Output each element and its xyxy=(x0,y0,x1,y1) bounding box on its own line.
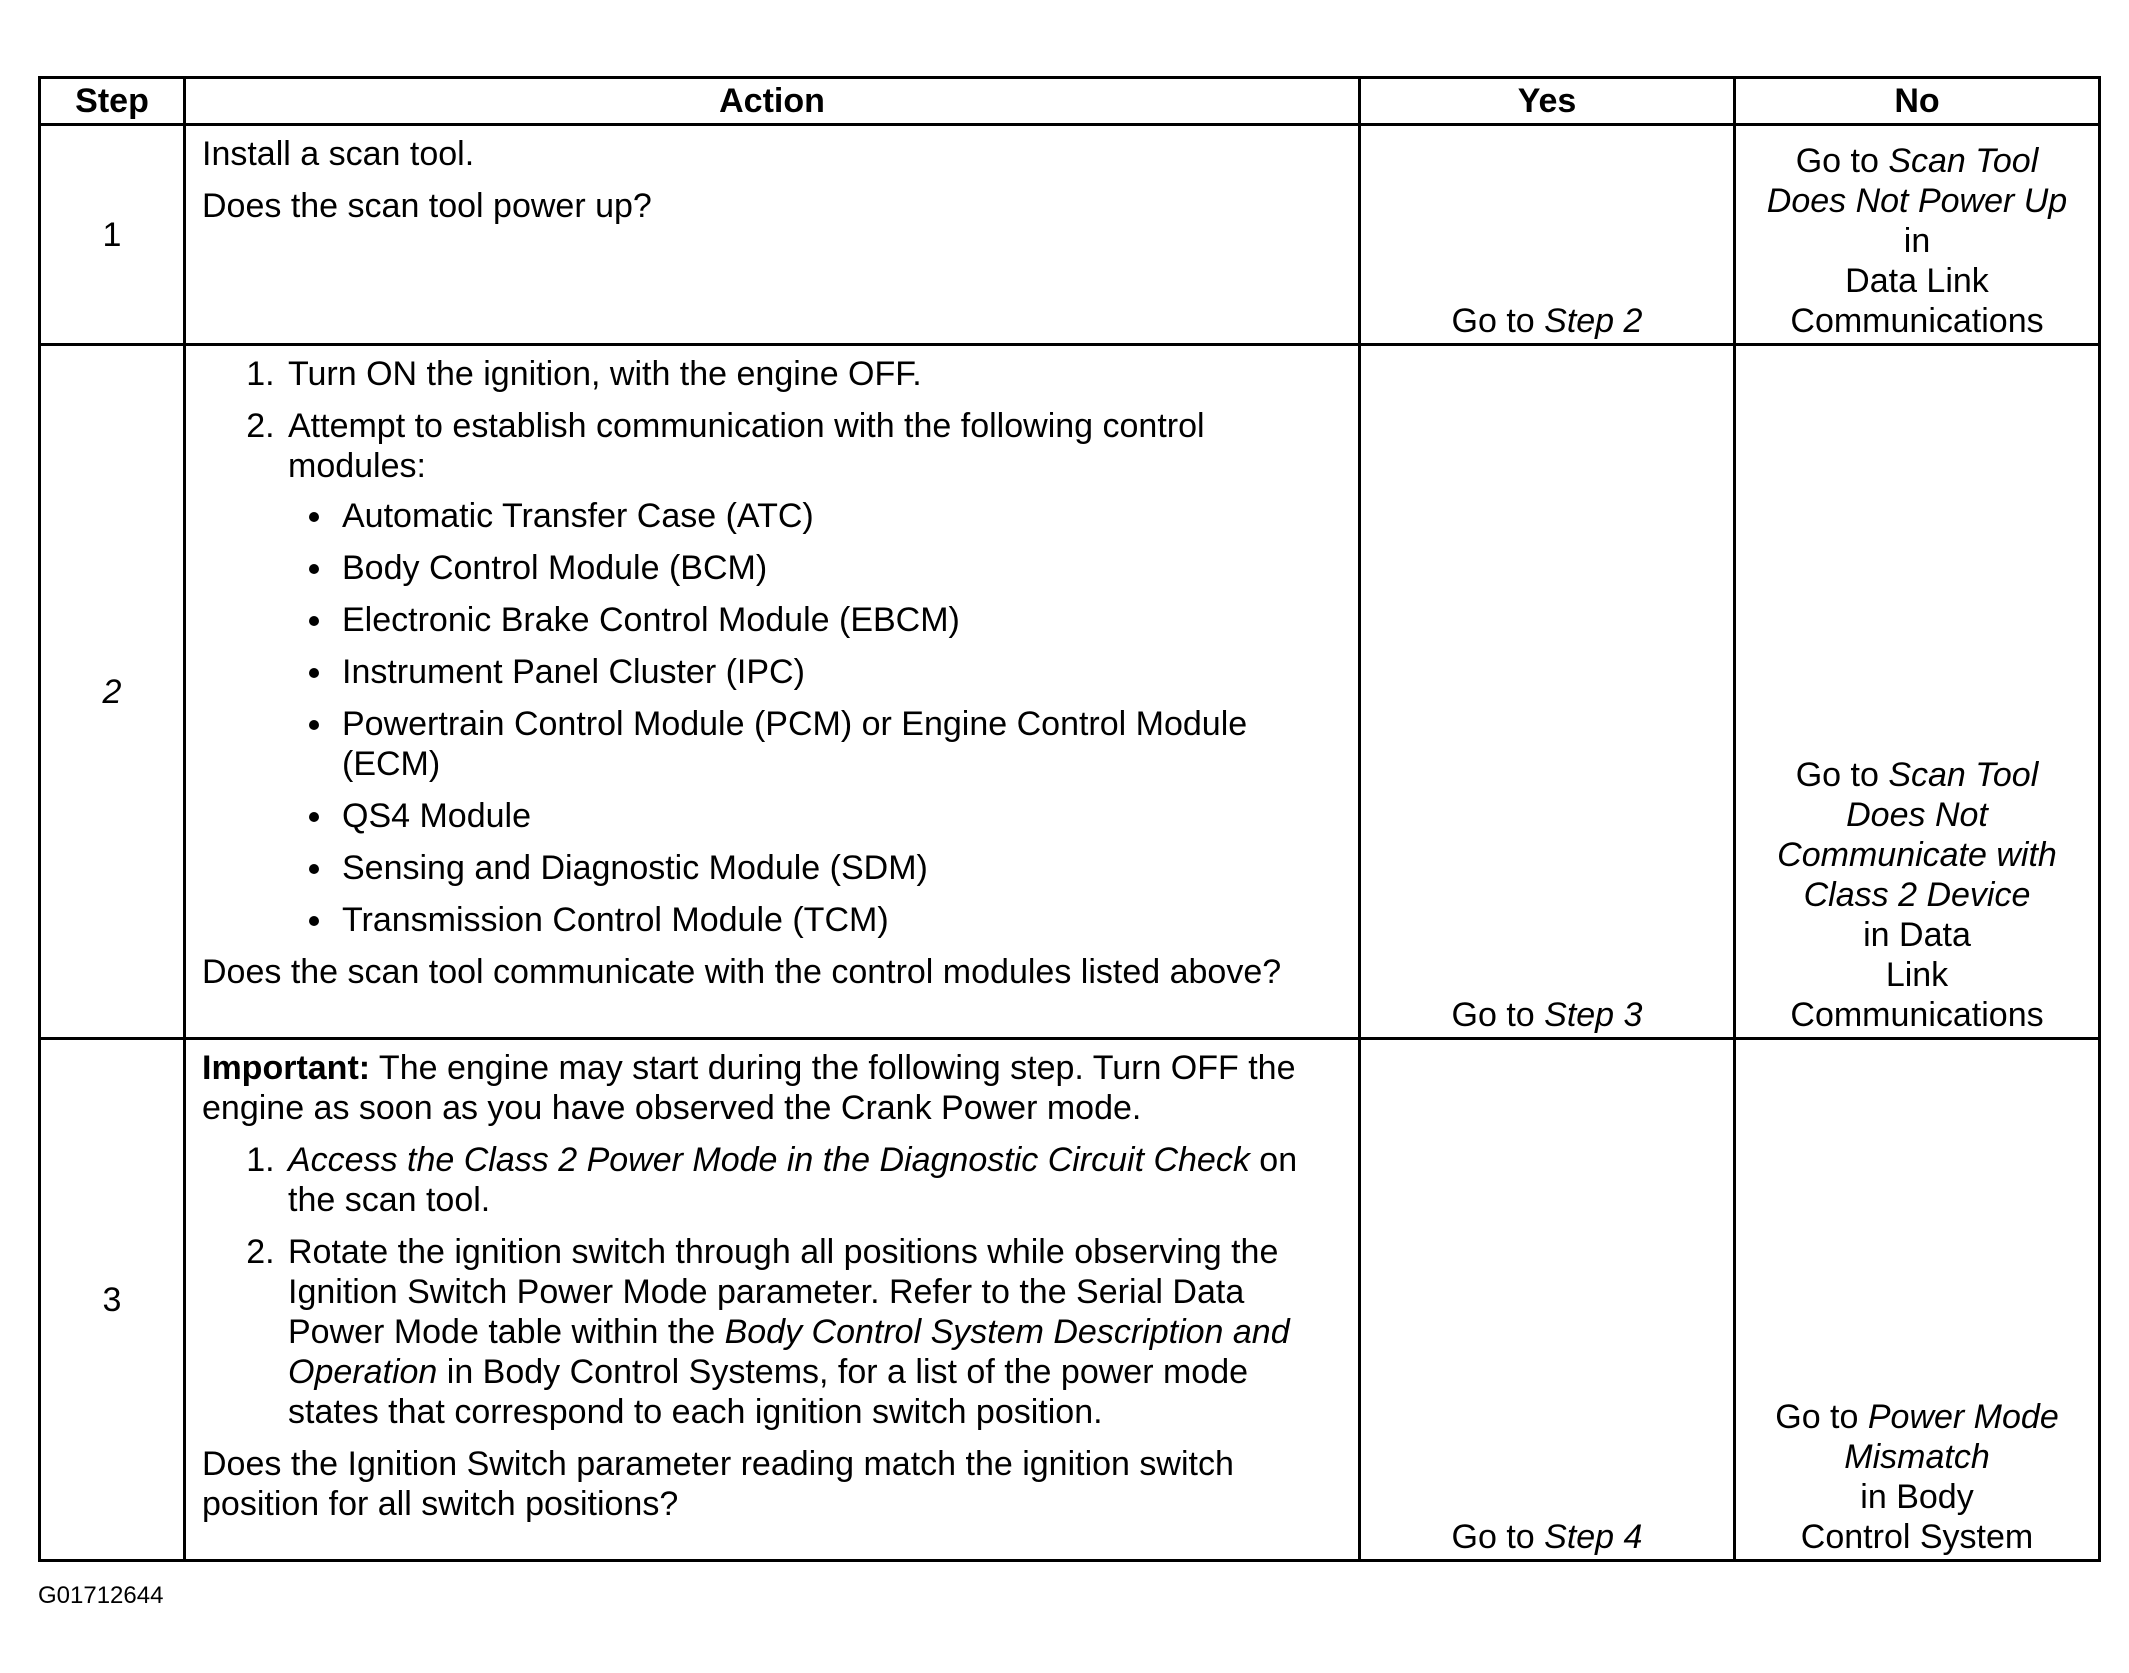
action-step-text: in Body Control Systems, for a list of the power mode states that correspond to each ignition switch position. xyxy=(288,1353,1249,1431)
module-list xyxy=(288,496,1344,940)
module-item: • Body Control Module (BCM) xyxy=(336,548,1344,588)
action-step xyxy=(284,406,1344,940)
module-item: • Instrument Panel Cluster (IPC) xyxy=(336,652,1344,692)
action-step xyxy=(284,1140,1344,1220)
yes-prefix: Go to xyxy=(1451,1518,1545,1556)
action-step-text: Rotate the ignition switch through all positions while observing the Ignition Switch Power Mode parameter. Refer to the Serial Data Power Mode table within the xyxy=(288,1233,1279,1351)
section-name: Communications xyxy=(1790,302,2044,340)
module-item: • QS4 Module xyxy=(336,796,1344,836)
procedure-link[interactable]: Power Mode xyxy=(1867,1398,2059,1436)
section-name: Communications xyxy=(1790,996,2044,1034)
graphic-id: G01712644 xyxy=(38,1582,164,1609)
header-no: No xyxy=(1735,78,2100,125)
yes-prefix: Go to xyxy=(1451,996,1545,1034)
procedure-reference[interactable]: Body Control System Description and Operation xyxy=(288,1313,1290,1391)
step-number: 3 xyxy=(40,1039,185,1561)
step-number: 1 xyxy=(40,125,185,345)
table-row xyxy=(40,125,2100,345)
step-number: 2 xyxy=(40,345,185,1039)
action-cell xyxy=(185,1039,1360,1561)
no-cell xyxy=(1735,125,2100,345)
module-item: • Powertrain Control Module (PCM) or Engine Control Module (ECM) xyxy=(336,704,1344,784)
procedure-link[interactable]: Does Not Power Up xyxy=(1766,182,2068,220)
procedure-link[interactable]: Scan Tool xyxy=(1888,142,2039,180)
yes-cell xyxy=(1360,345,1735,1039)
step-link[interactable]: Step 2 xyxy=(1544,302,1643,340)
table-row xyxy=(40,1039,2100,1561)
important-note xyxy=(202,1048,1344,1128)
diagnostic-table xyxy=(38,76,2101,1562)
action-text: Install a scan tool. xyxy=(202,135,475,173)
step-link[interactable]: Step 4 xyxy=(1544,1518,1643,1556)
procedure-link[interactable]: Mismatch xyxy=(1844,1438,1990,1476)
section-name: Control System xyxy=(1800,1518,2034,1556)
action-cell xyxy=(185,345,1360,1039)
yes-cell xyxy=(1360,1039,1735,1561)
procedure-link[interactable]: Does Not xyxy=(1846,796,1988,834)
module-item: • Transmission Control Module (TCM) xyxy=(336,900,1344,940)
action-steps xyxy=(202,354,1344,940)
module-item: • Automatic Transfer Case (ATC) xyxy=(336,496,1344,536)
action-question: Does the scan tool power up? xyxy=(202,187,652,225)
action-question: Does the scan tool communicate with the control modules listed above? xyxy=(202,953,1282,991)
header-action: Action xyxy=(185,78,1360,125)
section-name: Data Link xyxy=(1845,262,1989,300)
step-link[interactable]: Step 3 xyxy=(1544,996,1643,1034)
table-row xyxy=(40,345,2100,1039)
no-prefix: Go to xyxy=(1795,756,1889,794)
action-steps xyxy=(202,1140,1344,1432)
section-name: Link xyxy=(1885,956,1949,994)
important-text: The engine may start during the following step. Turn OFF the engine as soon as you have observed the Crank Power mode. xyxy=(202,1049,1296,1127)
important-label: Important: xyxy=(202,1049,371,1087)
header-row xyxy=(40,78,2100,125)
action-step-text: on the scan tool. xyxy=(288,1141,1298,1219)
yes-prefix: Go to xyxy=(1451,302,1545,340)
header-yes: Yes xyxy=(1360,78,1735,125)
procedure-link[interactable]: Scan Tool xyxy=(1888,756,2039,794)
section-name: in Data xyxy=(1863,916,1971,954)
section-name: in Body xyxy=(1860,1478,1974,1516)
no-prefix: Go to xyxy=(1775,1398,1868,1436)
module-item: • Sensing and Diagnostic Module (SDM) xyxy=(336,848,1344,888)
header-step: Step xyxy=(40,78,185,125)
no-cell xyxy=(1735,345,2100,1039)
no-in-text: in xyxy=(1903,222,1931,260)
action-step xyxy=(284,1232,1344,1432)
module-item: • Electronic Brake Control Module (EBCM) xyxy=(336,600,1344,640)
action-step: 1. Turn ON the ignition, with the engine OFF. xyxy=(284,354,1344,394)
action-question: Does the Ignition Switch parameter reading match the ignition switch position for all switch positions? xyxy=(202,1445,1234,1523)
procedure-link[interactable]: Communicate with xyxy=(1777,836,2057,874)
procedure-link[interactable]: Class 2 Device xyxy=(1803,876,2031,914)
no-cell xyxy=(1735,1039,2100,1561)
no-prefix: Go to xyxy=(1795,142,1889,180)
action-cell xyxy=(185,125,1360,345)
action-step-text: Attempt to establish communication with the following control modules: xyxy=(288,407,1205,485)
procedure-reference[interactable]: Access the Class 2 Power Mode in the Diagnostic Circuit Check xyxy=(288,1141,1250,1179)
yes-cell xyxy=(1360,125,1735,345)
